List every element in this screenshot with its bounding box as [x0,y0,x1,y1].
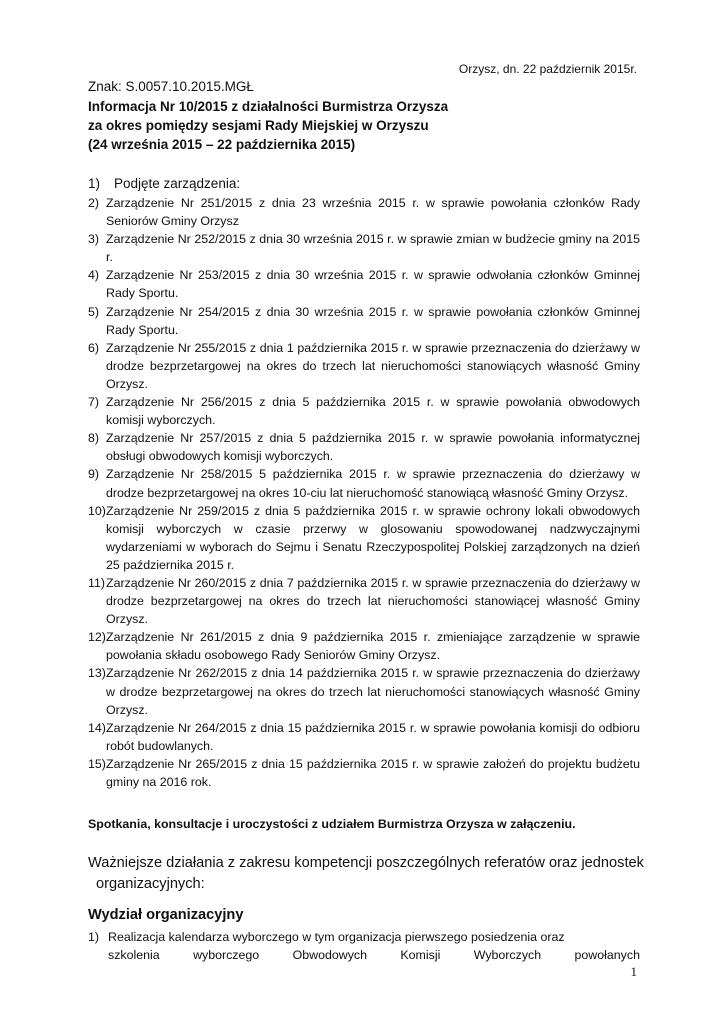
list-item [88,303,640,339]
word: wyborczego [193,948,260,963]
heading-line: organizacyjnych: [96,876,205,892]
item-text: Realizacja kalendarza wyborczego w tym organizacja pierwszego posiedzenia oraz [108,930,565,944]
item-text: Zarządzenie Nr 261/2015 z dnia 9 października 2015 r. zmieniające zarządzenie w sprawie powołania składu osobowego Rady Seniorów Gminy Orzysz. [106,630,640,663]
item-number: 7) [88,395,100,410]
department-items [88,928,640,964]
item-number: 4) [88,268,100,283]
item-number: 1) [88,930,100,944]
heading-line: Ważniejsze działania z zakresu kompetencji poszczególnych referatów oraz jednostek [88,855,644,871]
list-item [88,393,640,429]
list-item [88,339,640,393]
item-text: Zarządzenie Nr 265/2015 z dnia 15 października 2015 r. w sprawie założeń do projektu budżetu gminy na 2016 rok. [106,756,640,789]
list-item [88,194,640,230]
section-number: 1) [88,176,101,191]
item-text: Zarządzenie Nr 252/2015 z dnia 30 września 2015 r. w sprawie zmian w budżecie gminy na 2015 r. [106,232,640,265]
list-item [88,230,640,266]
item-number: 14) [88,720,106,735]
important-activities-heading [88,853,648,895]
item-text: Zarządzenie Nr 262/2015 z dnia 14 października 2015 r. w sprawie przeznaczenia do dzierżawy w drodze bezprzetargowej na okres do trzech lat nieruchomości stanowiących własność Gminy Orzysz. [106,666,640,717]
item-text: Zarządzenie Nr 259/2015 z dnia 5 października 2015 r. w sprawie ochrony lokali obwodowych komisji wyborczych w czasie przerwy w glosowaniu spowodowanej nadzwyczajnymi wydarzeniami w wyborach do Sejmu i Senatu Rzeczypospolitej Polskiej zarządzonych na dzień 25 października 2015 r. [106,503,640,572]
item-number: 8) [88,431,100,446]
word: powołanych [574,948,640,963]
item-text-line [108,946,640,964]
item-text: Zarządzenie Nr 257/2015 z dnia 5 października 2015 r. w sprawie powołania informatycznej obsługi obwodowych komisji wyborczych. [106,431,640,464]
item-number: 9) [88,467,100,482]
list-item [88,664,640,718]
item-text: Zarządzenie Nr 258/2015 5 października 2015 r. w sprawie przeznaczenia do dzierżawy w drodze bezprzetargowej na okres 10-ciu lat nieruchomość stanowiącą własność Gminy Orzysz. [106,467,640,500]
item-text: Zarządzenie Nr 264/2015 z dnia 15 października 2015 r. w sprawie powołania komisji do odbioru robót budowlanych. [106,720,640,753]
item-text: Zarządzenie Nr 260/2015 z dnia 7 października 2015 r. w sprawie przeznaczenia do dzierżawy w drodze bezprzetargowej na okres do trzech lat nieruchomości stanowiącej własność Gminy Orzysz. [106,575,640,627]
item-number: 6) [88,340,100,355]
item-text: Zarządzenie Nr 255/2015 z dnia 1 października 2015 r. w sprawie przeznaczenia do dzierżawy w drodze bezprzetargowej na okres do trzech lat nieruchomości stanowiących własność Gminy Orzysz. [106,340,640,391]
list-item [88,266,640,302]
word: Obwodowych [292,948,367,963]
section-heading-orders [88,176,240,191]
department-title: Wydział organizacyjny [88,907,244,923]
item-number: 2) [88,196,100,210]
document-title [88,97,648,154]
item-text: Zarządzenie Nr 253/2015 z dnia 30 września 2015 r. w sprawie odwołania członków Gminnej Rady Sportu. [106,268,640,301]
item-number: 11) [88,575,105,590]
list-item [88,465,640,501]
list-item [88,928,640,964]
title-line: za okres pomiędzy sesjami Rady Miejskiej w Orzyszu [88,118,429,133]
list-item [88,755,640,791]
word: szkolenia [108,948,160,963]
item-number: 5) [88,304,100,319]
list-item [88,429,640,465]
list-item [88,574,640,628]
section-label: Podjęte zarządzenia: [114,176,241,191]
item-number: 3) [88,232,100,247]
list-item [88,502,640,574]
item-text: Zarządzenie Nr 256/2015 z dnia 5 października 2015 r. w sprawie powołania obwodowych komisji wyborczych. [106,395,640,428]
title-line: (24 września 2015 – 22 października 2015) [88,137,356,152]
reference-number: Znak: S.0057.10.2015.MGŁ [88,79,254,94]
item-number: 15) [88,756,106,771]
orders-list [88,194,640,791]
title-line: Informacja Nr 10/2015 z działalności Burmistrza Orzysza [88,99,449,114]
item-number: 12) [88,630,106,645]
document-date: Orzysz, dn. 22 październik 2015r. [458,62,637,76]
item-number: 13) [88,666,106,681]
page-number: 1 [630,964,637,979]
item-number: 10) [88,503,106,518]
item-text: Zarządzenie Nr 251/2015 z dnia 23 września 2015 r. w sprawie powołania członków Rady Seniorów Gminy Orzysz [106,196,640,229]
word: Komisji [400,948,441,963]
item-text: Zarządzenie Nr 254/2015 z dnia 30 września 2015 r. w sprawie powołania członków Gminnej Rady Sportu. [106,304,640,337]
word: Wyborczych [473,948,542,963]
meetings-note: Spotkania, konsultacje i uroczystości z udziałem Burmistrza Orzysza w załączeniu. [88,817,576,831]
list-item [88,719,640,755]
list-item [88,628,640,664]
